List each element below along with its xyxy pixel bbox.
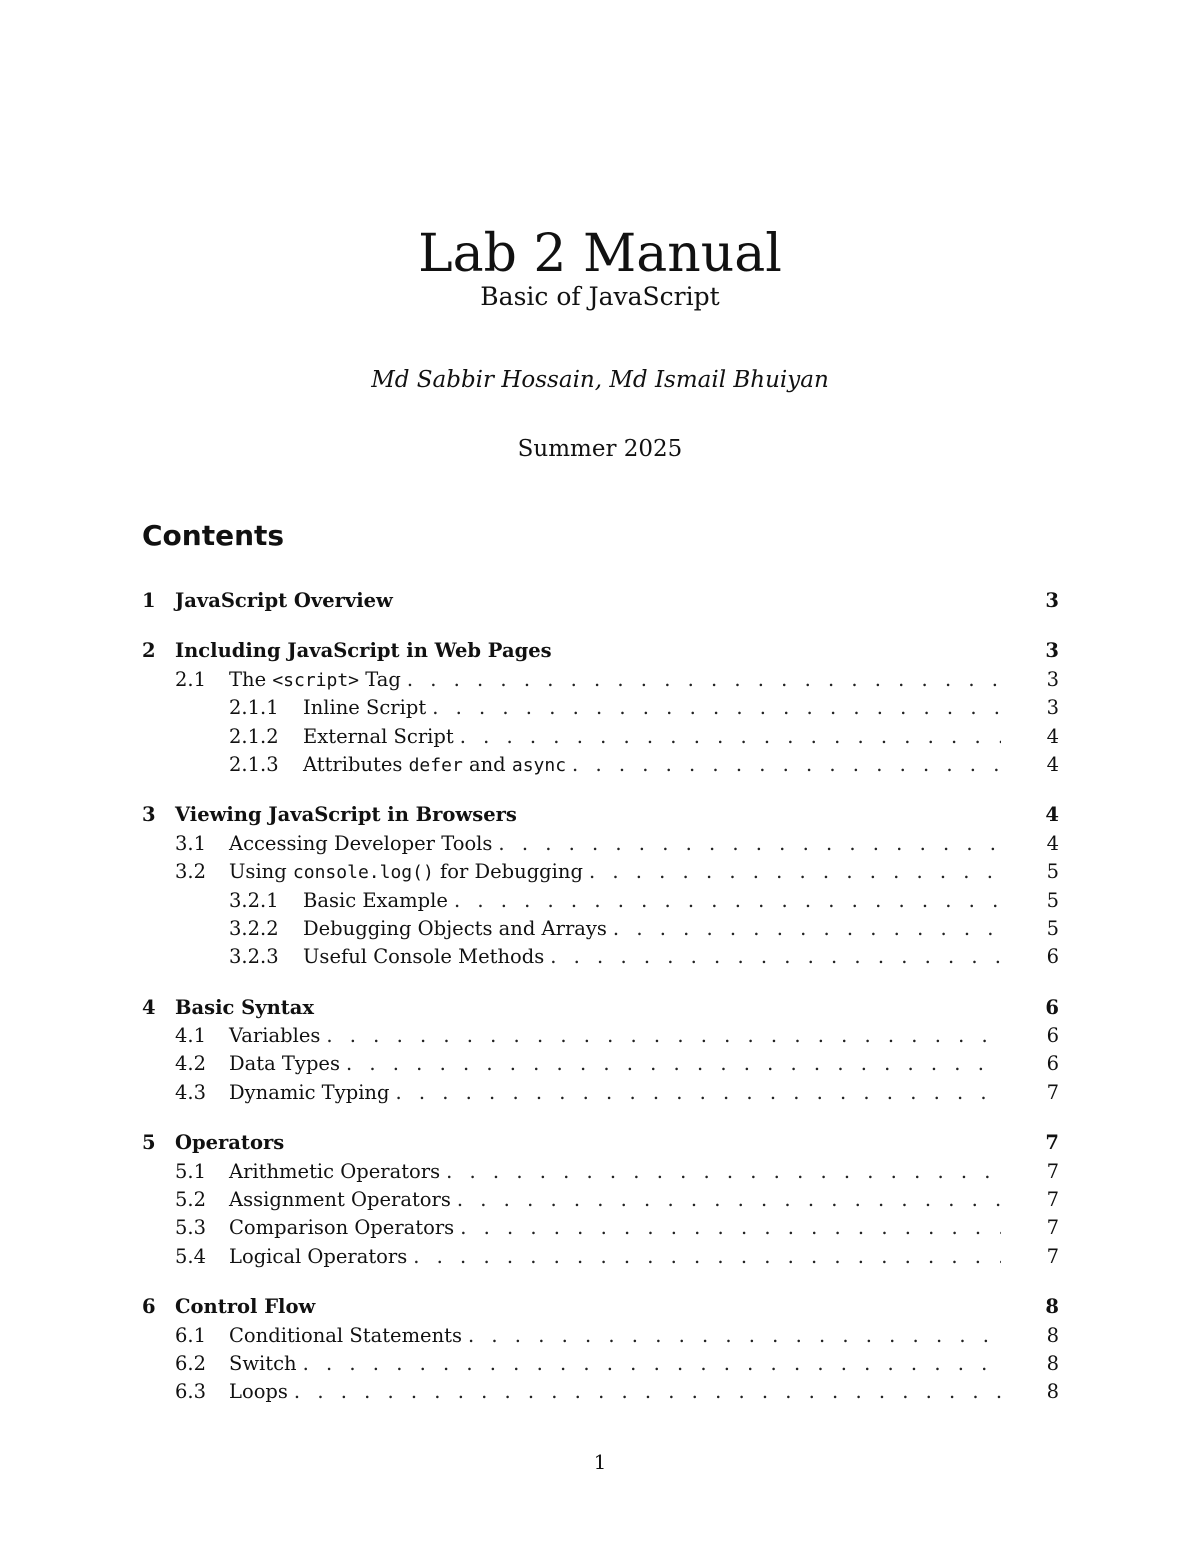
authors: Md Sabbir Hossain, Md Ismail Bhuiyan: [371, 367, 829, 393]
leader-dots: [454, 723, 1001, 751]
leader-dots: [454, 1214, 1001, 1242]
toc-entry-3-2-3[interactable]: 3.2.3 Useful Console Methods . . . 6: [142, 943, 1059, 971]
toc-entry-3[interactable]: 3 Viewing JavaScript in Browsers 4: [142, 803, 1059, 827]
toc-entry-2[interactable]: 2 Including JavaScript in Web Pages 3: [142, 639, 1059, 663]
toc-entry-5-2[interactable]: 5.2 Assignment Operators . . . 7: [142, 1186, 1059, 1214]
toc-entry-1[interactable]: 1 JavaScript Overview 3: [142, 589, 1059, 612]
toc-entry-5-4[interactable]: 5.4 Logical Operators . . . 7: [142, 1243, 1059, 1271]
toc-entry-6-1[interactable]: 6.1 Conditional Statements . . . 8: [142, 1322, 1059, 1350]
toc-entry-3-2[interactable]: 3.2 Using console.log() for Debugging . . . 5: [142, 858, 1059, 886]
toc-entry-2-1-2[interactable]: 2.1.2 External Script . . . 4: [142, 723, 1059, 751]
toc-entry-4[interactable]: 4 Basic Syntax 6: [142, 995, 1059, 1019]
leader-dots: [297, 1350, 1001, 1378]
toc-entry-2-1-1[interactable]: 2.1.1 Inline Script . . . 3: [142, 694, 1059, 722]
leader-dots: [389, 1079, 1001, 1107]
toc-entry-3-2-1[interactable]: 3.2.1 Basic Example . . . 5: [142, 887, 1059, 915]
toc-entry-6-2[interactable]: 6.2 Switch . . . 8: [142, 1350, 1059, 1378]
leader-dots: [583, 858, 1001, 886]
leader-dots: [340, 1050, 1001, 1078]
leader-dots: [544, 943, 1001, 971]
toc-entry-4-1[interactable]: 4.1 Variables . . . 6: [142, 1022, 1059, 1050]
document-title: Lab 2 Manual: [418, 224, 782, 284]
leader-dots: [566, 751, 1001, 779]
leader-dots: [440, 1158, 1001, 1186]
toc-entry-3-2-2[interactable]: 3.2.2 Debugging Objects and Arrays . . . 5: [142, 915, 1059, 943]
toc-entry-2-1[interactable]: 2.1 The <script> Tag . . . 3: [142, 666, 1059, 694]
toc-entry-6[interactable]: 6 Control Flow 8: [142, 1295, 1059, 1319]
toc-entry-5-1[interactable]: 5.1 Arithmetic Operators . . . 7: [142, 1158, 1059, 1186]
toc-entry-6-3[interactable]: 6.3 Loops . . . 8: [142, 1378, 1059, 1406]
page-number: 1: [593, 1450, 607, 1474]
date: Summer 2025: [517, 436, 683, 462]
toc-entry-2-1-3[interactable]: 2.1.3 Attributes defer and async . . . 4: [142, 751, 1059, 779]
toc-entry-3-1[interactable]: 3.1 Accessing Developer Tools . . . 4: [142, 830, 1059, 858]
leader-dots: [288, 1378, 1001, 1406]
leader-dots: [451, 1186, 1001, 1214]
contents-heading: Contents: [142, 519, 285, 552]
toc-entry-5[interactable]: 5 Operators 7: [142, 1131, 1059, 1155]
table-of-contents: [142, 587, 1059, 1407]
leader-dots: [462, 1322, 1001, 1350]
leader-dots: [448, 887, 1001, 915]
toc-entry-4-2[interactable]: 4.2 Data Types . . . 6: [142, 1050, 1059, 1078]
document-subtitle: Basic of JavaScript: [480, 282, 720, 311]
leader-dots: [320, 1022, 1001, 1050]
leader-dots: [407, 1243, 1001, 1271]
leader-dots: [426, 694, 1001, 722]
toc-entry-5-3[interactable]: 5.3 Comparison Operators . . . 7: [142, 1214, 1059, 1242]
leader-dots: [607, 915, 1001, 943]
leader-dots: [401, 666, 1001, 694]
toc-entry-4-3[interactable]: 4.3 Dynamic Typing . . . 7: [142, 1079, 1059, 1107]
leader-dots: [492, 830, 1001, 858]
